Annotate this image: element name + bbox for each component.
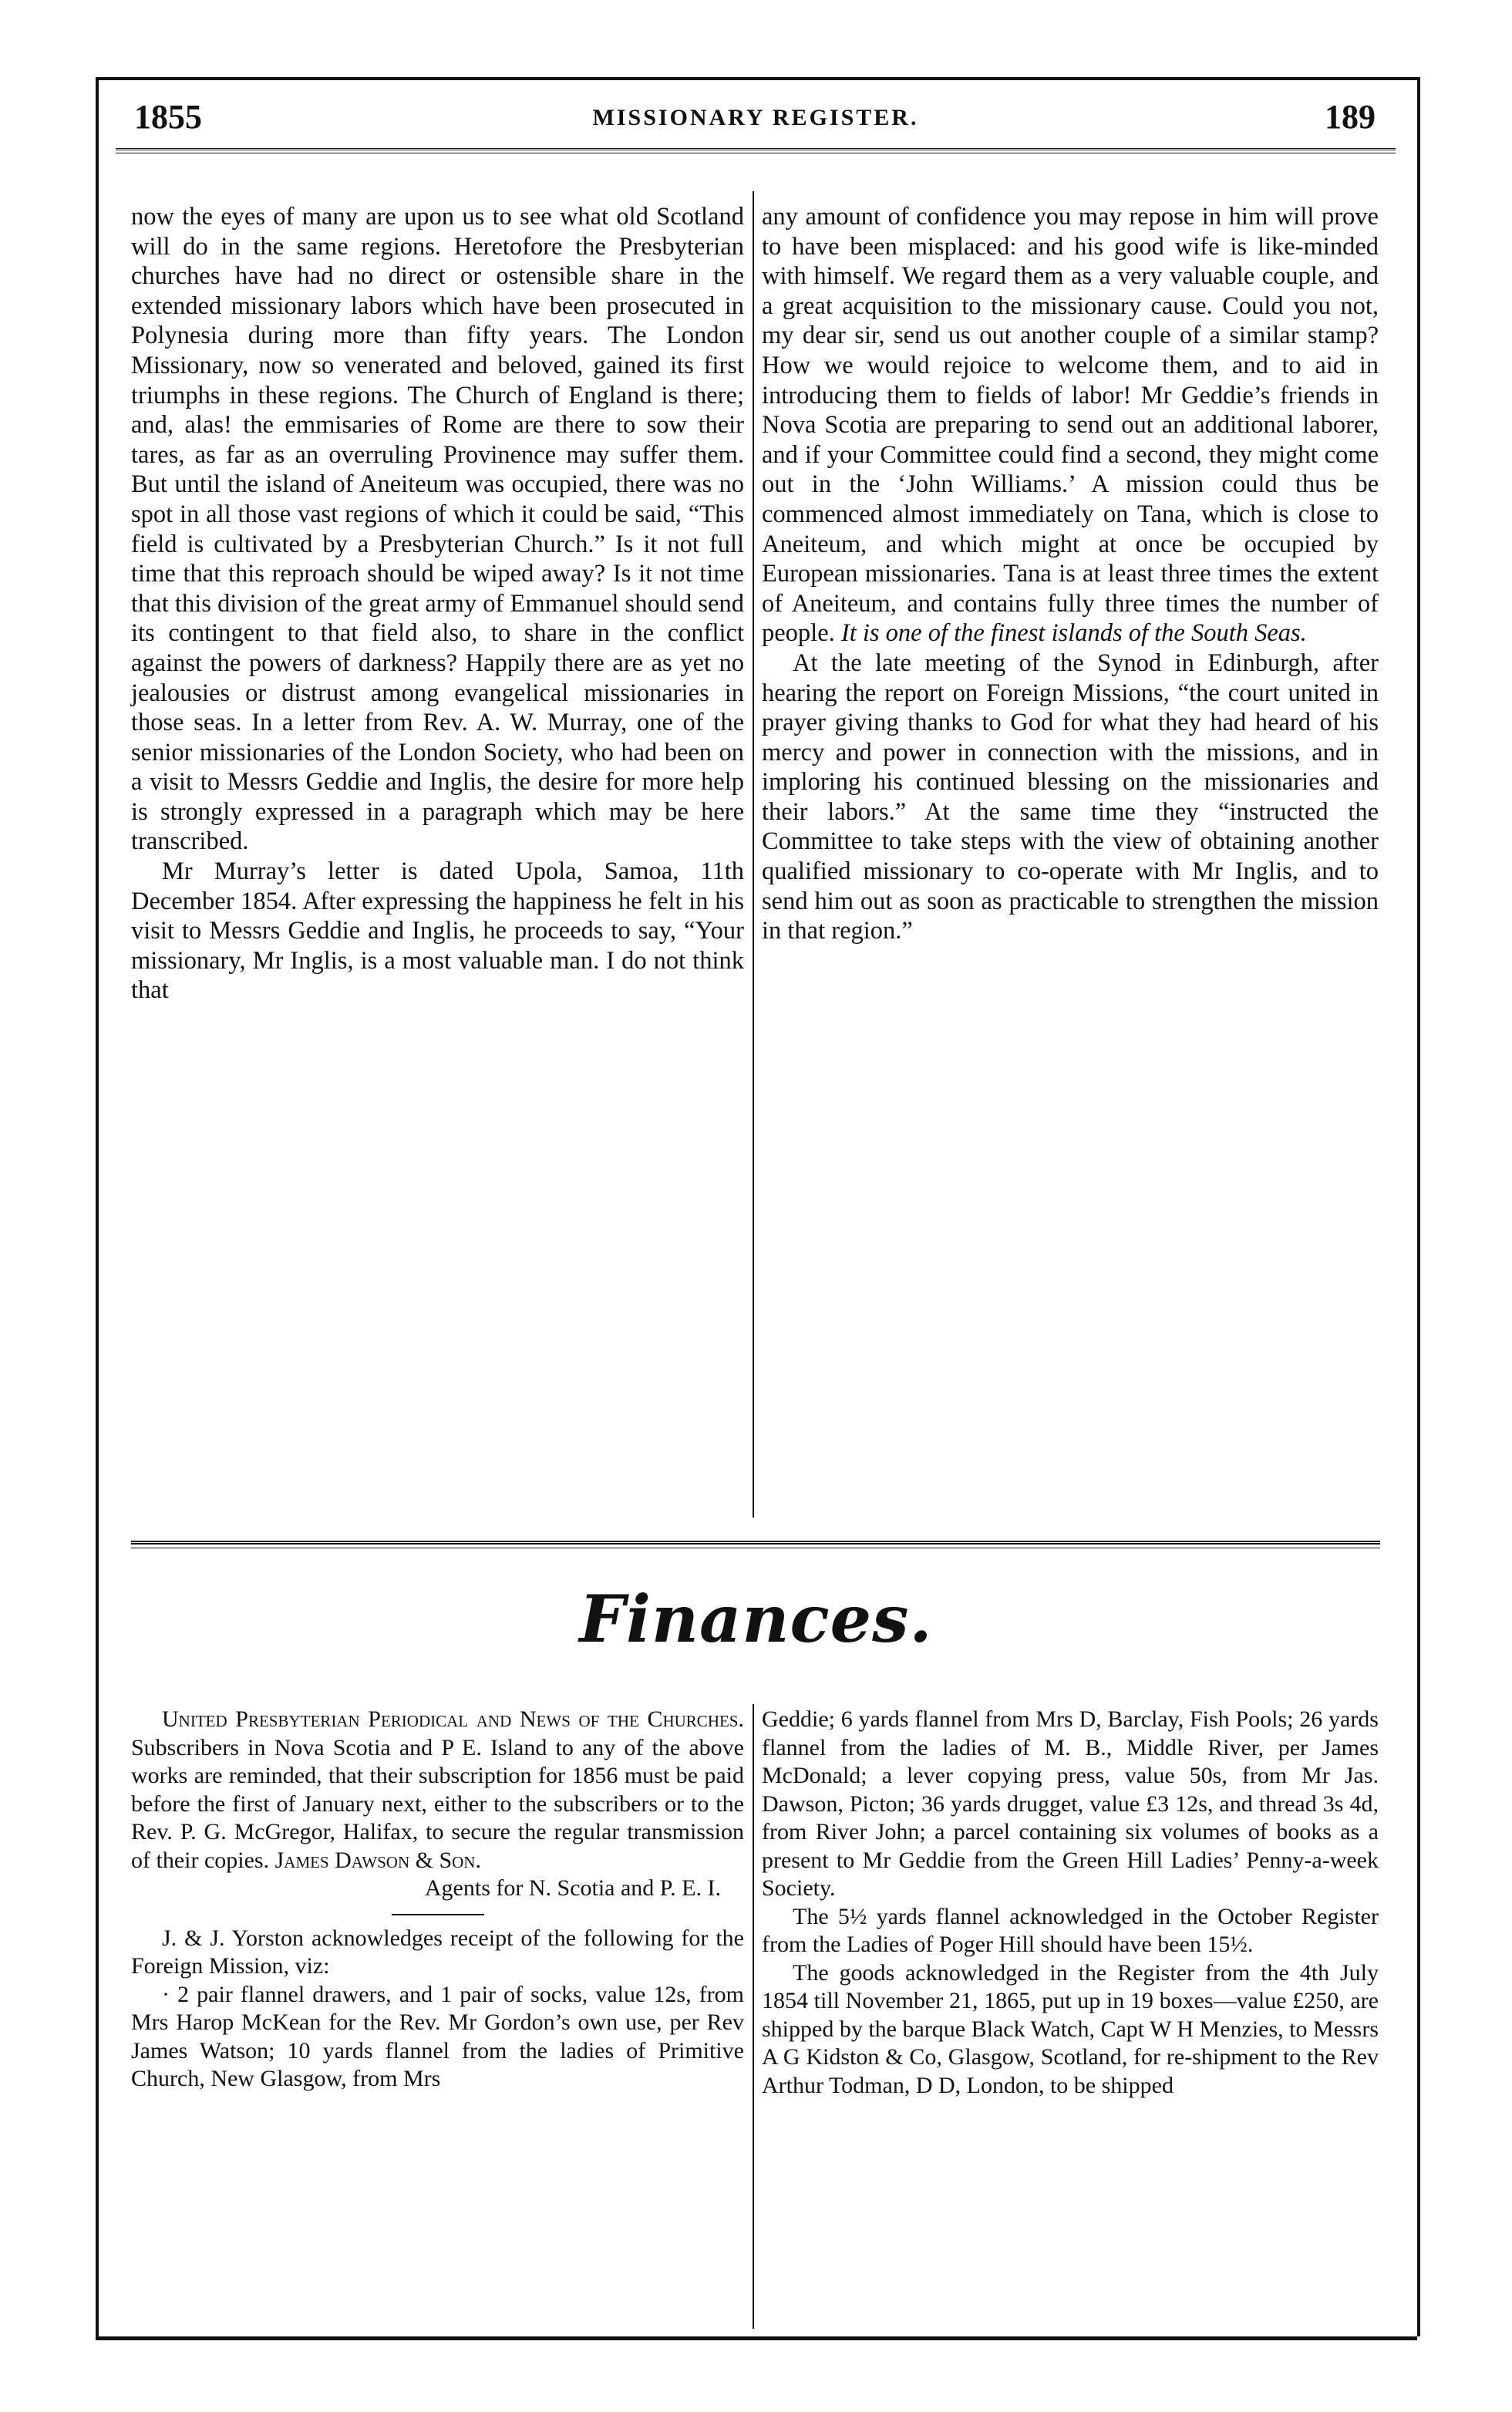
frame-top-rule [96,77,1417,80]
header-title: MISSIONARY REGISTER. [592,105,919,130]
article-column-right [762,202,1379,946]
article-paragraph: Mr Murray’s letter is dated Upola, Samoa, 11th December 1854. After expressing the happiness he felt in his visit to Messrs Geddie and Inglis, he proceeds to say, “Your missionary, Mr Inglis, is a most valuable man. I do not think that [131,857,744,1005]
notice-heading: United Presbyterian Periodical and News of the Churches. [162,1706,744,1732]
frame-bottom-rule [96,2336,1417,2340]
running-header [116,91,1396,142]
ack-paragraph: The 5½ yards flannel acknowledged in the October Register from the Ladies of Poger Hill should have been 15½. [762,1903,1379,1957]
header-year: 1855 [134,98,202,136]
article-column-left [131,202,744,1006]
article-text: any amount of confidence you may repose in him will prove to have been misplaced: and his good wife is like-minded with himself. We regard them as a very valuable couple, and a great acquisition to the missionary cause. Could you not, my dear sir, send us out another couple of a similar stamp? How we would rejoice to welcome them, and to aid in introducing them to fields of labor! Mr Geddie’s friends in Nova Scotia are preparing to send out an additional laborer, and if your Committee could find a second, they might come out in the ‘John Williams.’ A mission could thus be commenced almost immediately on Tana, which is close to Aneiteum, and which might at once be occupied by European missionaries. Tana is at least three times the extent of Aneiteum, and contains fully three times the number of people. [762,203,1379,648]
ack-items: · 2 pair flannel drawers, and 1 pair of socks, value 12s, from Mrs Harop McKean for the Rev. Mr Gordon’s own use, per Rev James Watson; 10 yards flannel from the ladies of Primitive Church, New Glasgow, from Mrs [131,1981,744,2091]
column-divider [753,1704,754,2329]
notice-signature: James Dawson & Son. [274,1847,481,1873]
section-title: Finances. [579,1581,933,1657]
finances-column-left [131,1706,744,2094]
page-number: 189 [1325,98,1376,136]
notice-agents: Agents for N. Scotia and P. E. I. [424,1875,721,1901]
column-divider [753,191,754,1518]
notice-paragraph [131,1706,744,1875]
ack-paragraph: Geddie; 6 yards flannel from Mrs D, Barclay, Fish Pools; 26 yards flannel from the ladies of M. B., Middle River, per James McDonald; a lever copying press, value 50s, from Mr Jas. Dawson, Picton; 36 yards drugget, value £3 12s, and thread 3s 4d, from River John; a parcel containing six volumes of books as a present to Mr Geddie from the Green Hill Ladies’ Penny-a-week Society. [762,1706,1379,1901]
article-paragraph [762,202,1379,648]
ack-intro: J. & J. Yorston acknowledges receipt of the following for the Foreign Mission, viz: [131,1925,744,1979]
ack-paragraph: The goods acknowledged in the Register from the 4th July 1854 till November 21, 1865, put up in 19 boxes—value £250, are shipped by the barque Black Watch, Capt W H Menzies, to Messrs A G Kidston & Co, Glasgow, Scotland, for re-shipment to the Rev Arthur Todman, D D, London, to be shipped [762,1959,1379,2098]
article-paragraph: At the late meeting of the Synod in Edinburgh, after hearing the report on Foreign Missions, “the court united in prayer giving thanks to God for what they had heard of his mercy and power in connection with the missions, and in imploring his continued blessing on the missionaries and their labors.” At the same time they “instructed the Committee to take steps with the view of obtaining another qualified missionary to co-operate with Mr Inglis, and to send him out as soon as practicable to strengthen the mission in that region.” [762,648,1379,945]
notice-body: Subscribers in Nova Scotia and P E. Island to any of the above works are reminded, that their subscription for 1856 must be paid before the first of January next, either to the subscribers or to the Rev. P. G. McGregor, Halifax, to secure the regular transmission of their copies. [131,1734,744,1873]
finances-column-right [762,1706,1379,2100]
section-divider [131,1541,1380,1548]
article-italic-text: It is one of the finest islands of the South Seas. [840,619,1307,648]
short-divider [392,1914,484,1915]
header-rule [116,148,1396,153]
article-paragraph: now the eyes of many are upon us to see what old Scotland will do in the same regions. Heretofore the Presbyterian churches have had no direct or ostensible share in the extended missionary labors which have been prosecuted in Polynesia during more than fifty years. The London Missionary, now so venerated and beloved, gained its first triumphs in these regions. The Church of England is there; and, alas! the emmisaries of Rome are there to sow their tares, as far as an overruling Provinence may suffer them. But until the island of Aneiteum was occupied, there was no spot in all those vast regions of which it could be said, “This field is cultivated by a Presbyterian Church.” Is it not full time that this reproach should be wiped away? Is it not time that this division of the great army of Emmanuel should send its contingent to that field also, to share in the conflict against the powers of darkness? Happily there are as yet no jealousies or distrust among evangelical missionaries in those seas. In a letter from Rev. A. W. Murray, one of the senior missionaries of the London Society, who had been on a visit to Messrs Geddie and Inglis, the desire for more help is strongly expressed in a paragraph which may be here transcribed. [131,203,744,856]
